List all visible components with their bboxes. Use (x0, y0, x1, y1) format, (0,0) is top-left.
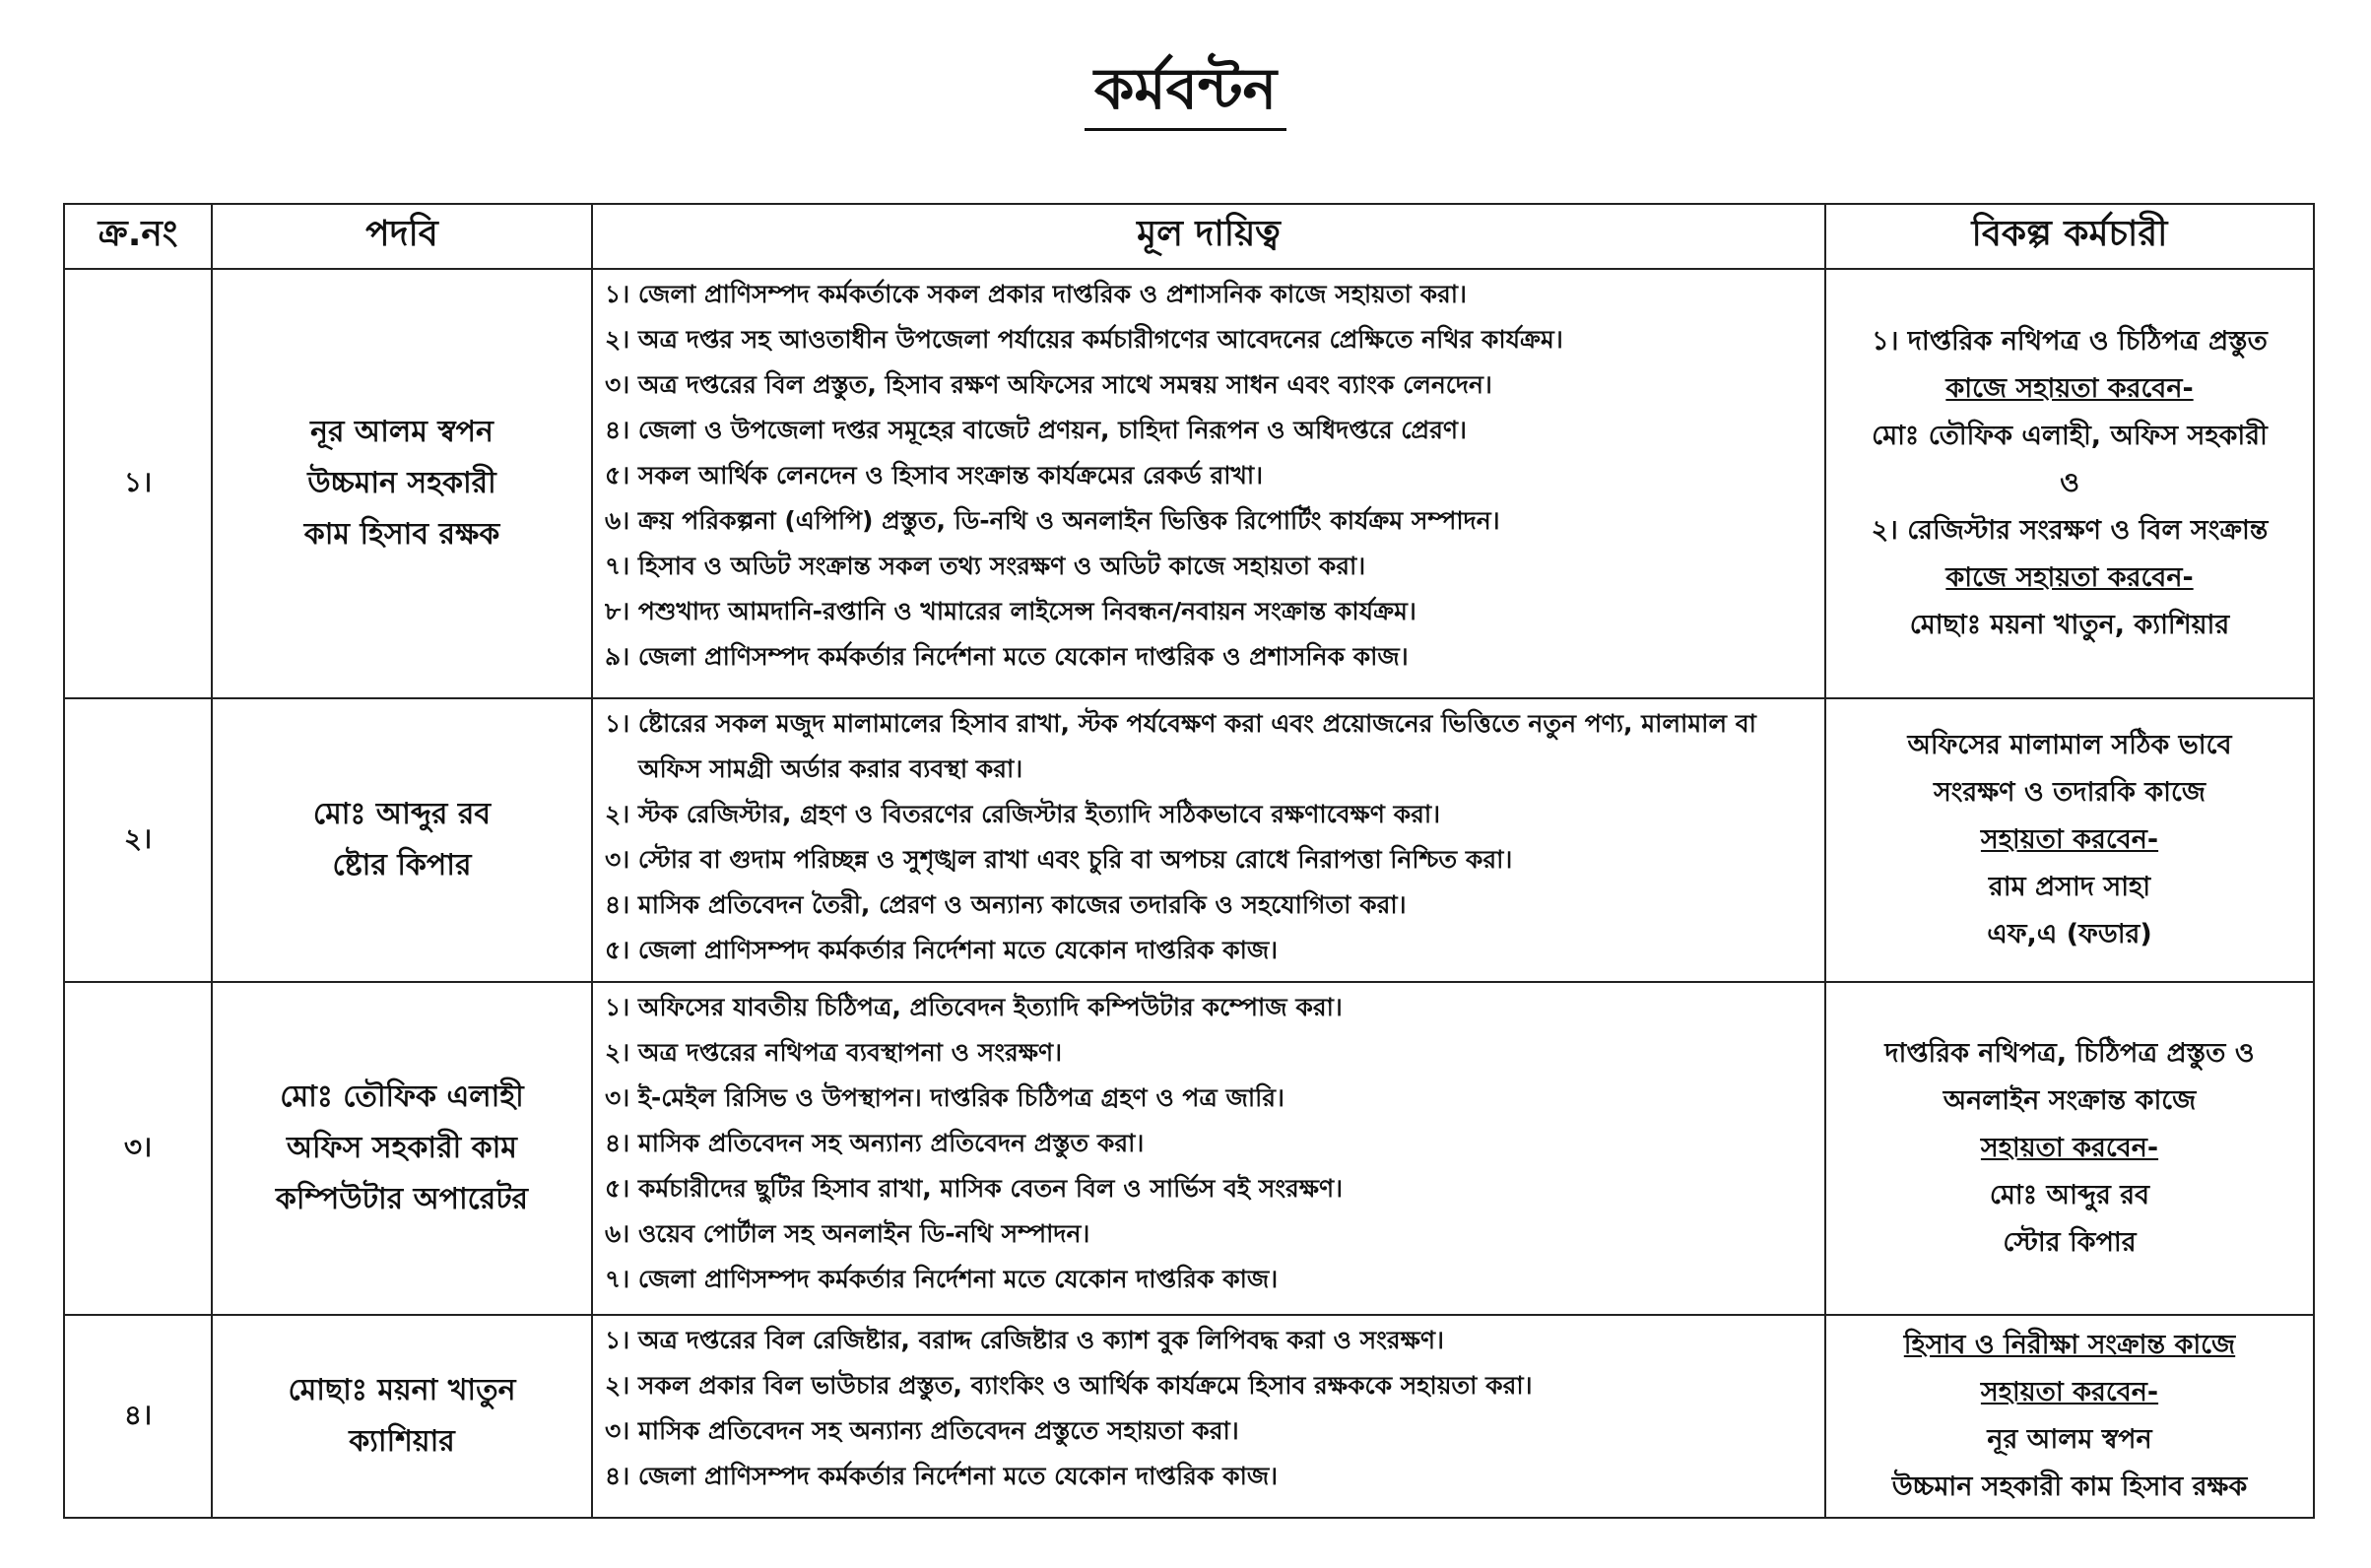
post-line: নূর আলম স্বপন (310, 415, 494, 449)
document-title (0, 51, 2371, 126)
row-serial: ১। (64, 269, 212, 698)
alternate-line: এফ,এ (ফডার) (1987, 919, 2152, 949)
duty-item: ৪। মাসিক প্রতিবেদন তৈরী, প্রেরণ ও অন্যান্য কাজের তদারকি ও সহযোগিতা করা। (605, 890, 1407, 919)
alternate-line: কাজে সহায়তা করবেন- (1945, 373, 2194, 404)
alternate-line: ও (2060, 468, 2079, 498)
post-line: ষ্টোর কিপার (332, 848, 472, 882)
alternate-line: ১। দাপ্তরিক নথিপত্র ও চিঠিপত্র প্রস্তুত (1872, 326, 2268, 357)
duty-item: ৫। সকল আর্থিক লেনদেন ও হিসাব সংক্রান্ত কার্যক্রমের রেকর্ড রাখা। (605, 461, 1264, 490)
table-row (64, 1315, 2314, 1518)
duty-item: ৫। জেলা প্রাণিসম্পদ কর্মকর্তার নির্দেশনা মতে যেকোন দাপ্তরিক কাজ। (605, 936, 1279, 964)
post-line: মোঃ আব্দুর রব (312, 797, 492, 831)
duty-item: ৮। পশুখাদ্য আমদানি-রপ্তানি ও খামারের লাইসেন্স নিবন্ধন/নবায়ন সংক্রান্ত কার্যক্রম। (605, 597, 1416, 625)
alternate-line: ২। রেজিস্টার সংরক্ষণ ও বিল সংক্রান্ত (1871, 515, 2269, 546)
row-alternate (1825, 982, 2314, 1315)
table-row (64, 982, 2314, 1315)
alternate-line: উচ্চমান সহকারী কাম হিসাব রক্ষক (1891, 1471, 2248, 1502)
alternate-line: সহায়তা করবেন- (1980, 1377, 2159, 1407)
duty-item: ৬। ওয়েব পোর্টাল সহ অনলাইন ডি-নথি সম্পাদন। (605, 1219, 1090, 1248)
header-alternate: বিকল্প কর্মচারী (1825, 204, 2314, 269)
row-serial: ২। (64, 698, 212, 982)
duty-allocation-table (63, 203, 2315, 1519)
duty-item: ৫। কর্মচারীদের ছুটির হিসাব রাখা, মাসিক বেতন বিল ও সার্ভিস বই সংরক্ষণ। (605, 1174, 1344, 1203)
post-line: মোঃ তৌফিক এলাহী (280, 1079, 524, 1114)
row-duties (592, 1315, 1825, 1518)
alternate-line: মোঃ আব্দুর রব (1989, 1180, 2150, 1210)
alternate-line: সহায়তা করবেন- (1980, 824, 2159, 855)
alternate-line: সহায়তা করবেন- (1980, 1133, 2159, 1163)
post-line: কম্পিউটার অপারেটর (275, 1182, 529, 1216)
duty-item: ৪। জেলা ও উপজেলা দপ্তর সমূহের বাজেট প্রণয়ন, চাহিদা নিরূপন ও অধিদপ্তরে প্রেরণ। (605, 416, 1467, 444)
alternate-line: অনলাইন সংক্রান্ত কাজে (1943, 1085, 2197, 1116)
table-header-row (64, 204, 2314, 269)
document-title-text: কর্মবন্টন (1085, 55, 1286, 131)
duty-item: ৯। জেলা প্রাণিসম্পদ কর্মকর্তার নির্দেশনা মতে যেকোন দাপ্তরিক ও প্রশাসনিক কাজ। (605, 642, 1409, 671)
header-serial: ক্র.নং (64, 204, 212, 269)
alternate-line: সংরক্ষণ ও তদারকি কাজে (1933, 777, 2206, 808)
row-duties (592, 269, 1825, 698)
row-duties (592, 698, 1825, 982)
row-post (212, 269, 592, 698)
alternate-line: হিসাব ও নিরীক্ষা সংক্রান্ত কাজে (1903, 1330, 2236, 1360)
row-duties (592, 982, 1825, 1315)
post-line: অফিস সহকারী কাম (287, 1131, 517, 1165)
table-row (64, 698, 2314, 982)
row-post (212, 698, 592, 982)
duty-item: ৪। জেলা প্রাণিসম্পদ কর্মকর্তার নির্দেশনা মতে যেকোন দাপ্তরিক কাজ। (605, 1462, 1279, 1490)
post-line: ক্যাশিয়ার (349, 1424, 455, 1459)
alternate-line: মোছাঃ ময়না খাতুন, ক্যাশিয়ার (1909, 610, 2230, 640)
duty-item: ২। অত্র দপ্তর সহ আওতাধীন উপজেলা পর্যায়ের কর্মচারীগণের আবেদনের প্রেক্ষিতে নথির কার্যক্রম। (605, 325, 1563, 354)
alternate-line: মোঃ তৌফিক এলাহী, অফিস সহকারী (1872, 421, 2268, 451)
row-alternate (1825, 1315, 2314, 1518)
duty-item: ৭। জেলা প্রাণিসম্পদ কর্মকর্তার নির্দেশনা মতে যেকোন দাপ্তরিক কাজ। (605, 1265, 1279, 1293)
table-row (64, 269, 2314, 698)
row-post (212, 1315, 592, 1518)
duty-item: ৩। ই-মেইল রিসিভ ও উপস্থাপন। দাপ্তরিক চিঠিপত্র গ্রহণ ও পত্র জারি। (605, 1083, 1284, 1112)
duty-item: ২। সকল প্রকার বিল ভাউচার প্রস্তুত, ব্যাংকিং ও আর্থিক কার্যক্রমে হিসাব রক্ষককে সহায়তা করা। (605, 1371, 1533, 1400)
alternate-line: নূর আলম স্বপন (1987, 1424, 2152, 1455)
duty-item: ২। অত্র দপ্তরের নথিপত্র ব্যবস্থাপনা ও সংরক্ষণ। (605, 1038, 1063, 1067)
alternate-line: দাপ্তরিক নথিপত্র, চিঠিপত্র প্রস্তুত ও (1884, 1038, 2255, 1069)
duty-item: ৩। মাসিক প্রতিবেদন সহ অন্যান্য প্রতিবেদন প্রস্তুতে সহায়তা করা। (605, 1416, 1239, 1445)
duty-item: ১। ষ্টোরের সকল মজুদ মালামালের হিসাব রাখা, স্টক পর্যবেক্ষণ করা এবং প্রয়োজনের ভিত্তিতে নতুন পণ্য, মালামাল বা অফিস সামগ্রী অর্ডার করার ব্যবস্থা করা। (605, 709, 1756, 783)
alternate-line: রাম প্রসাদ সাহা (1988, 872, 2151, 902)
alternate-line: অফিসের মালামাল সঠিক ভাবে (1907, 730, 2232, 760)
duty-item: ১। অত্র দপ্তরের বিল রেজিষ্টার, বরাদ্দ রেজিষ্টার ও ক্যাশ বুক লিপিবদ্ধ করা ও সংরক্ষণ। (605, 1326, 1444, 1354)
row-alternate (1825, 269, 2314, 698)
duty-item: ৪। মাসিক প্রতিবেদন সহ অন্যান্য প্রতিবেদন প্রস্তুত করা। (605, 1129, 1145, 1157)
row-post (212, 982, 592, 1315)
row-serial: ৩। (64, 982, 212, 1315)
alternate-line: কাজে সহায়তা করবেন- (1945, 562, 2194, 593)
duty-item: ১। অফিসের যাবতীয় চিঠিপত্র, প্রতিবেদন ইত্যাদি কম্পিউটার কম্পোজ করা। (605, 993, 1343, 1021)
header-duties: মূল দায়িত্ব (592, 204, 1825, 269)
header-post: পদবি (212, 204, 592, 269)
post-line: কাম হিসাব রক্ষক (303, 517, 500, 552)
duty-item: ২। স্টক রেজিস্টার, গ্রহণ ও বিতরণের রেজিস্টার ইত্যাদি সঠিকভাবে রক্ষণাবেক্ষণ করা। (605, 800, 1441, 828)
post-line: উচ্চমান সহকারী (307, 466, 496, 500)
duty-item: ৭। হিসাব ও অডিট সংক্রান্ত সকল তথ্য সংরক্ষণ ও অডিট কাজে সহায়তা করা। (605, 552, 1366, 580)
duty-item: ৩। স্টোর বা গুদাম পরিচ্ছন্ন ও সুশৃঙ্খল রাখা এবং চুরি বা অপচয় রোধে নিরাপত্তা নিশ্চিত করা। (605, 845, 1513, 874)
post-line: মোছাঃ ময়না খাতুন (288, 1373, 516, 1407)
duty-item: ৬। ক্রয় পরিকল্পনা (এপিপি) প্রস্তুত, ডি-নথি ও অনলাইন ভিত্তিক রিপোর্টিং কার্যক্রম সম্পাদন। (605, 506, 1500, 535)
duty-item: ৩। অত্র দপ্তরের বিল প্রস্তুত, হিসাব রক্ষণ অফিসের সাথে সমন্বয় সাধন এবং ব্যাংক লেনদেন। (605, 370, 1492, 399)
row-alternate (1825, 698, 2314, 982)
row-serial: ৪। (64, 1315, 212, 1518)
alternate-line: স্টোর কিপার (2003, 1227, 2137, 1258)
duty-item: ১। জেলা প্রাণিসম্পদ কর্মকর্তাকে সকল প্রকার দাপ্তরিক ও প্রশাসনিক কাজে সহায়তা করা। (605, 280, 1467, 308)
